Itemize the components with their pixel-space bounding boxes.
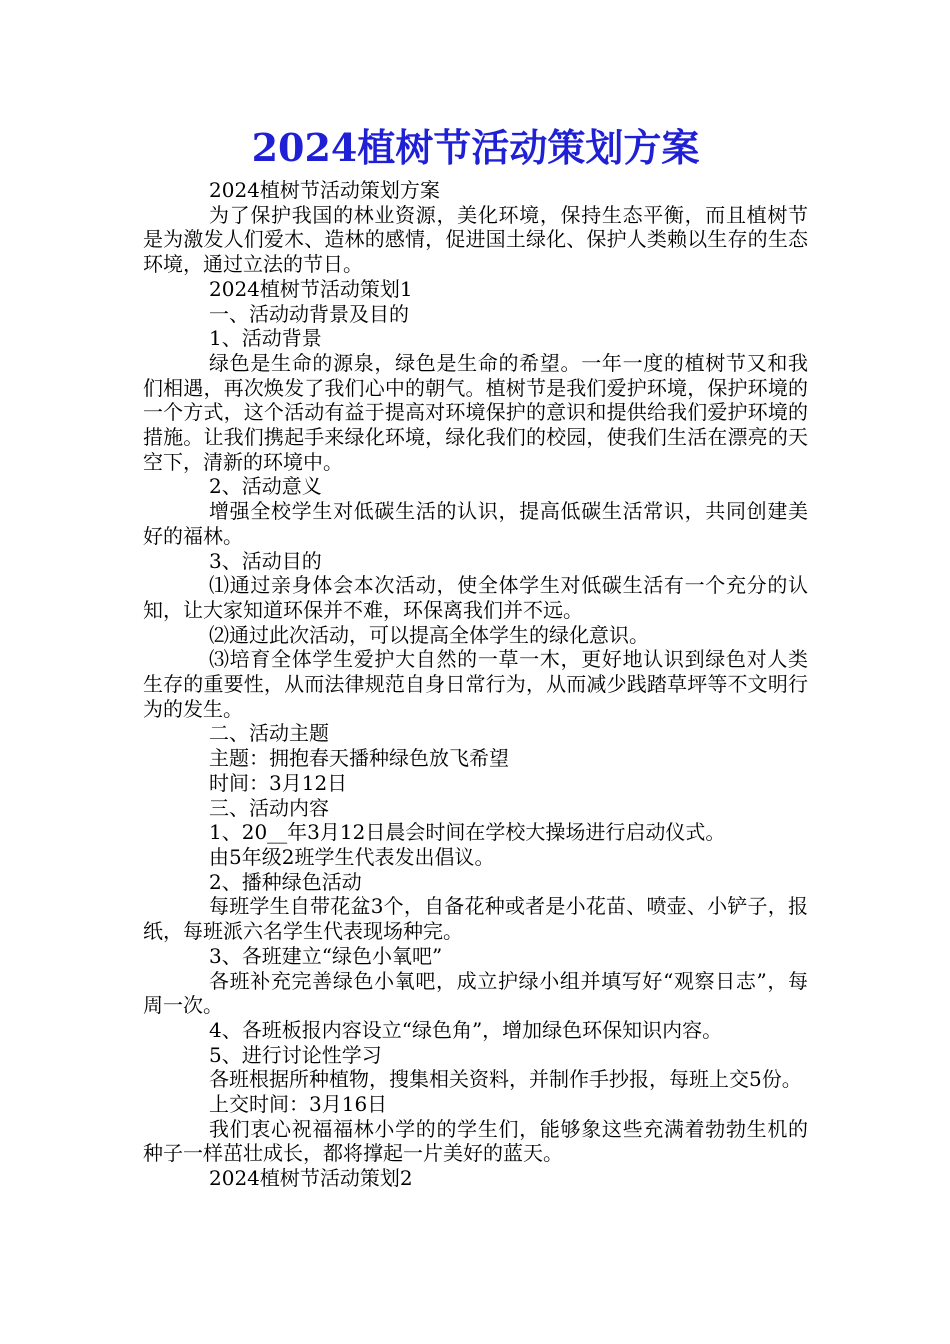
subsection-heading: 3、各班建立“绿色小氧吧” — [209, 943, 443, 968]
paragraph: 2024植树节活动策划1 — [209, 276, 413, 301]
paragraph: 为了保护我国的林业资源，美化环境，保持生态平衡，而且植树节是为激发人们爱木、造林的感情，促进国土绿化、保护人类赖以生存的生态环境，通过立法的节日。 — [143, 202, 808, 277]
paragraph: 由5年级2班学生代表发出倡议。 — [209, 844, 495, 869]
subsection-heading: 2、播种绿色活动 — [209, 869, 362, 894]
section-heading: 三、活动内容 — [209, 795, 329, 820]
section-heading: 一、活动动背景及目的 — [209, 301, 409, 326]
paragraph: 增强全校学生对低碳生活的认识，提高低碳生活常识，共同创建美好的福林。 — [143, 499, 808, 548]
paragraph: 我们衷心祝福福林小学的的学生们，能够象这些充满着勃勃生机的种子一样茁壮成长，都将撑起一片美好的蓝天。 — [143, 1116, 808, 1166]
paragraph: 2024植树节活动策划2 — [209, 1166, 413, 1191]
paragraph: 绿色是生命的源泉，绿色是生命的希望。一年一度的植树节又和我们相遇，再次焕发了我们心中的朝气。植树节是我们爱护环境，保护环境的一个方式，这个活动有益于提高对环境保护的意识和提供给我们爱护环境的措施。让我们携起手来绿化环境，绿化我们的校园，使我们生活在漂亮的天空下，清新的环境中。 — [143, 350, 808, 474]
section-heading: 二、活动主题 — [209, 721, 329, 746]
subsection-heading: 3、活动目的 — [209, 548, 322, 573]
paragraph: 主题：拥抱春天播种绿色放飞希望 — [209, 746, 509, 771]
document-title: 2024植树节活动策划方案 — [251, 125, 700, 170]
paragraph: 上交时间：3月16日 — [209, 1092, 388, 1117]
paragraph: 各班补充完善绿色小氧吧，成立护绿小组并填写好“观察日志”，每周一次。 — [143, 968, 808, 1018]
paragraph: 2024植树节活动策划方案 — [209, 178, 440, 202]
paragraph: ⑴通过亲身体会本次活动，使全体学生对低碳生活有一个充分的认知，让大家知道环保并不难，环保离我们并不远。 — [143, 573, 808, 622]
paragraph: 时间：3月12日 — [209, 770, 348, 795]
paragraph: ⑶培育全体学生爱护大自然的一草一木，更好地认识到绿色对人类生存的重要性，从而法律规范自身日常行为，从而减少践踏草坪等不文明行为的发生。 — [143, 647, 808, 721]
subsection-heading: 1、活动背景 — [209, 326, 322, 351]
document-page — [143, 118, 808, 1191]
subsection-heading: 4、各班板报内容设立“绿色角”，增加绿色环保知识内容。 — [209, 1017, 723, 1042]
paragraph: 每班学生自带花盆3个，自备花种或者是小花苗、喷壶、小铲子，报纸，每班派六名学生代表现场种完。 — [143, 894, 808, 944]
paragraph: ⑵通过此次活动，可以提高全体学生的绿化意识。 — [209, 622, 649, 647]
subsection-heading: 2、活动意义 — [209, 474, 322, 499]
paragraph: 1、20__年3月12日晨会时间在学校大操场进行启动仪式。 — [209, 820, 726, 845]
paragraph: 各班根据所种植物，搜集相关资料，并制作手抄报，每班上交5份。 — [209, 1067, 802, 1092]
subsection-heading: 5、进行讨论性学习 — [209, 1042, 382, 1067]
